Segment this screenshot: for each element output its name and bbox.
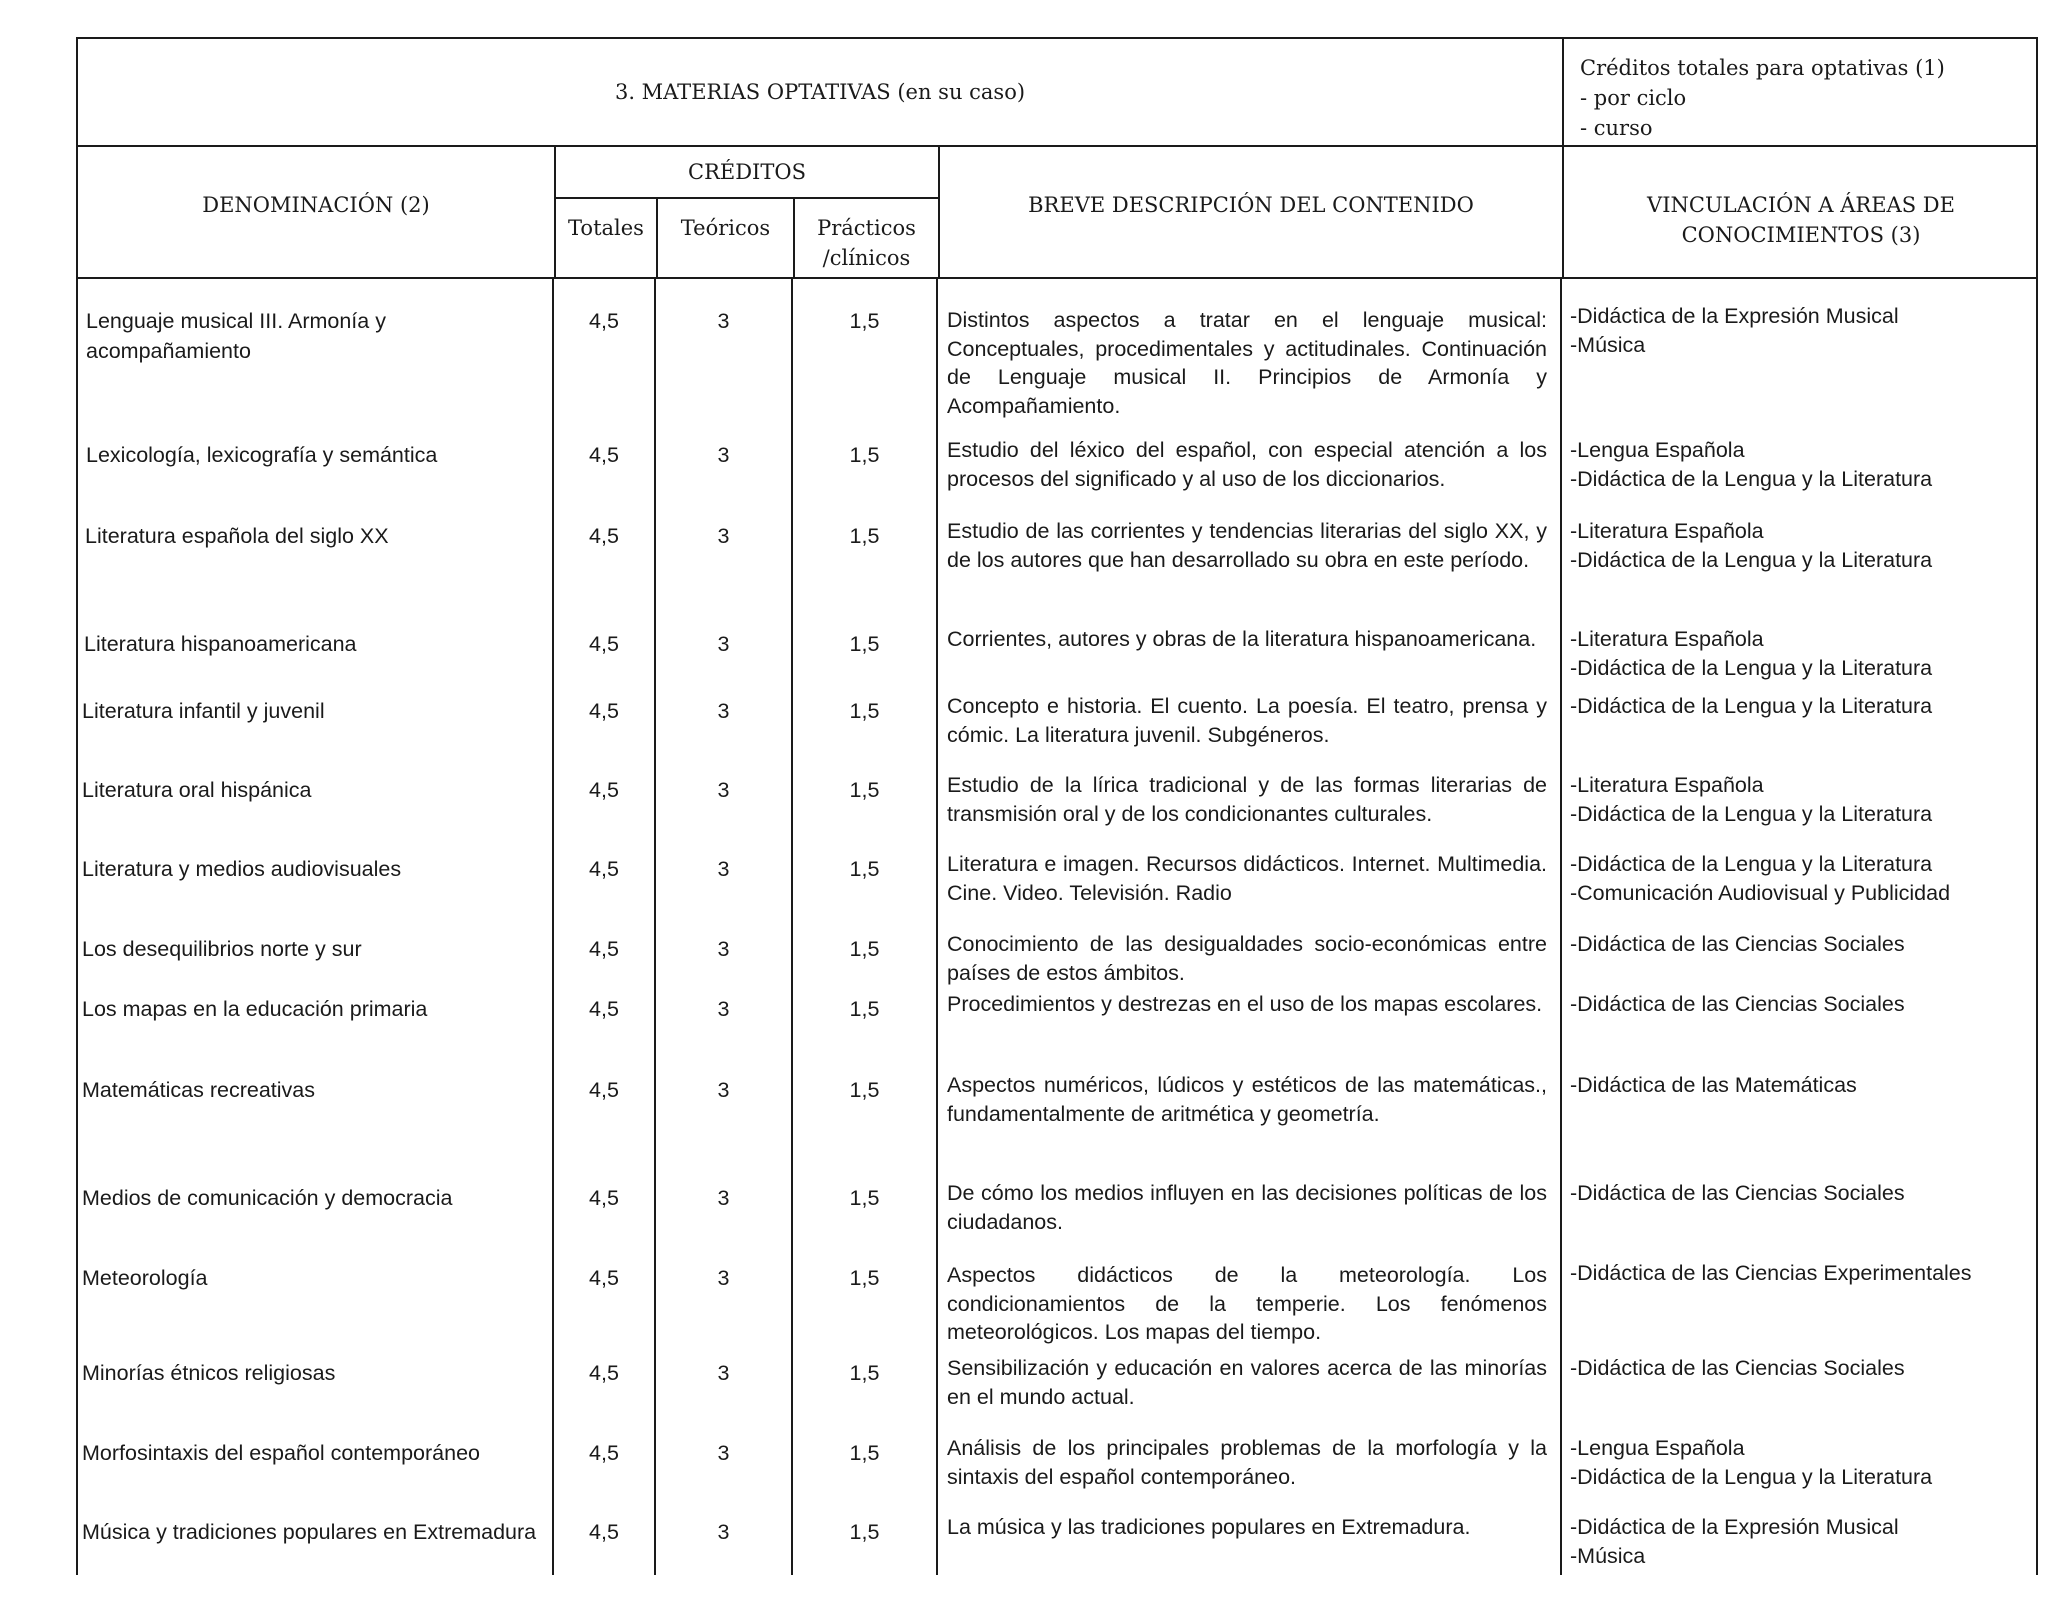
credits-totales: 4,5 <box>589 1078 619 1102</box>
section-header <box>76 37 2038 147</box>
subject-description: Estudio de las corrientes y tendencias literarias del siglo XX, y de los autores que han desarrollado su obra en este período. <box>947 519 1547 572</box>
credits-totales: 4,5 <box>589 443 619 467</box>
credits-practicos: 1,5 <box>849 778 880 802</box>
credits-practicos: 1,5 <box>849 997 880 1021</box>
area-item: -Literatura Española <box>1570 773 1764 797</box>
subject-description: Corrientes, autores y obras de la literatura hispanoamericana. <box>947 627 1537 651</box>
knowledge-areas <box>1570 436 2040 493</box>
col-descripcion: BREVE DESCRIPCIÓN DEL CONTENIDO <box>1028 193 1474 217</box>
subject-name: Literatura española del siglo XX <box>85 524 389 548</box>
subject-description: Estudio del léxico del español, con especial atención a los procesos del significado y al uso de los diccionarios. <box>947 438 1547 491</box>
subject-name: Literatura oral hispánica <box>82 778 312 802</box>
subject-name: Música y tradiciones populares en Extremadura <box>82 1520 537 1544</box>
area-item: -Música <box>1570 332 1646 357</box>
credits-practicos: 1,5 <box>849 524 880 548</box>
section-title: 3. MATERIAS OPTATIVAS (en su caso) <box>614 80 1026 104</box>
credits-teoricos: 3 <box>717 997 730 1021</box>
credits-totales: 4,5 <box>589 778 619 802</box>
subject-name: Lenguaje musical III. Armonía y acompañamiento <box>86 309 386 363</box>
knowledge-areas <box>1570 990 2040 1019</box>
knowledge-areas <box>1570 850 2040 907</box>
credits-teoricos: 3 <box>717 1520 730 1544</box>
credits-teoricos: 3 <box>717 309 730 333</box>
area-item: -Didáctica de las Ciencias Sociales <box>1570 992 1905 1016</box>
subject-name: Literatura hispanoamericana <box>84 632 357 656</box>
credits-teoricos: 3 <box>717 1078 730 1102</box>
area-item: -Didáctica de la Lengua y la Literatura <box>1570 1464 1933 1489</box>
col-denominacion: DENOMINACIÓN (2) <box>202 193 430 217</box>
knowledge-areas <box>1570 1513 2040 1570</box>
area-item: -Didáctica de la Lengua y la Literatura <box>1570 694 1933 718</box>
subject-name: Morfosintaxis del español contemporáneo <box>82 1441 480 1465</box>
subject-name: Literatura infantil y juvenil <box>82 699 325 723</box>
subject-name: Literatura y medios audiovisuales <box>82 857 402 881</box>
knowledge-areas <box>1570 1071 2040 1100</box>
col-practicos-line1: Prácticos <box>817 216 916 240</box>
knowledge-areas <box>1570 1259 2040 1288</box>
section-title-cell <box>77 38 1563 146</box>
area-item: -Literatura Española <box>1570 519 1764 543</box>
subject-description: La música y las tradiciones populares en Extremadura. <box>947 1515 1471 1539</box>
knowledge-areas <box>1570 1179 2040 1208</box>
credits-line: - curso <box>1580 116 1653 140</box>
credits-line: - por ciclo <box>1580 86 1687 110</box>
credits-teoricos: 3 <box>717 857 730 881</box>
subject-name: Medios de comunicación y democracia <box>82 1186 453 1210</box>
credits-practicos: 1,5 <box>849 1441 880 1465</box>
credits-practicos: 1,5 <box>849 1266 880 1290</box>
subject-description: De cómo los medios influyen en las decisiones políticas de los ciudadanos. <box>947 1181 1547 1234</box>
col-vinculacion-line1: VINCULACIÓN A ÁREAS DE <box>1647 193 1955 217</box>
knowledge-areas <box>1570 692 2040 721</box>
knowledge-areas <box>1570 771 2040 828</box>
credits-teoricos: 3 <box>717 632 730 656</box>
area-item: -Lengua Española <box>1570 1436 1745 1460</box>
credits-line: Créditos totales para optativas (1) <box>1580 56 1945 80</box>
credits-teoricos: 3 <box>717 524 730 548</box>
col-creditos: CRÉDITOS <box>688 160 806 184</box>
area-item: -Didáctica de las Ciencias Experimentales <box>1570 1261 1972 1285</box>
subject-description: Aspectos didácticos de la meteorología. Los condicionamientos de la temperie. Los fenómenos meteorológicos. Los mapas del tiempo. <box>947 1263 1547 1344</box>
area-item: -Didáctica de las Ciencias Sociales <box>1570 932 1905 956</box>
credits-practicos: 1,5 <box>849 1520 880 1544</box>
subject-description: Conocimiento de las desigualdades socio-económicas entre países de estos ámbitos. <box>947 932 1547 985</box>
area-item: -Didáctica de la Expresión Musical <box>1570 1515 1899 1539</box>
area-item: -Didáctica de las Ciencias Sociales <box>1570 1356 1905 1380</box>
credits-teoricos: 3 <box>717 1441 730 1465</box>
subject-description: Distintos aspectos a tratar en el lenguaje musical: Conceptuales, procedimentales y actitudinales. Continuación de Lenguaje musical II. Principios de Armonía y Acompañamiento. <box>947 308 1547 418</box>
area-item: -Música <box>1570 1543 1646 1568</box>
knowledge-areas <box>1570 517 2040 574</box>
area-item: -Didáctica de la Lengua y la Literatura <box>1570 547 1933 572</box>
knowledge-areas <box>1570 625 2040 682</box>
credits-practicos: 1,5 <box>849 309 880 333</box>
area-item: -Lengua Española <box>1570 438 1745 462</box>
credits-teoricos: 3 <box>717 1361 730 1385</box>
credits-totales: 4,5 <box>589 937 619 961</box>
credits-totales: 4,5 <box>589 1361 619 1385</box>
subject-name: Lexicología, lexicografía y semántica <box>86 443 438 467</box>
area-item: -Literatura Española <box>1570 627 1764 651</box>
subject-description: Análisis de los principales problemas de la morfología y la sintaxis del español contemporáneo. <box>947 1436 1547 1489</box>
subject-name: Los desequilibrios norte y sur <box>82 937 362 961</box>
subject-name: Meteorología <box>82 1266 208 1290</box>
area-item: -Didáctica de las Matemáticas <box>1570 1073 1857 1097</box>
subject-description: Sensibilización y educación en valores acerca de las minorías en el mundo actual. <box>947 1356 1547 1409</box>
col-practicos <box>795 213 938 273</box>
col-teoricos: Teóricos <box>680 216 771 240</box>
credits-totales: 4,5 <box>589 699 619 723</box>
credits-totales: 4,5 <box>589 309 619 333</box>
credits-totales: 4,5 <box>589 997 619 1021</box>
credits-practicos: 1,5 <box>849 1078 880 1102</box>
area-item: -Didáctica de la Lengua y la Literatura <box>1570 655 1933 680</box>
subject-description: Literatura e imagen. Recursos didácticos. Internet. Multimedia. Cine. Video. Televisión. Radio <box>947 852 1547 905</box>
credits-practicos: 1,5 <box>849 443 880 467</box>
credits-totales: 4,5 <box>589 1441 619 1465</box>
credits-totales: 4,5 <box>589 1266 619 1290</box>
subject-description: Aspectos numéricos, lúdicos y estéticos de las matemáticas., fundamentalmente de aritmética y geometría. <box>947 1073 1547 1126</box>
credits-totales: 4,5 <box>589 524 619 548</box>
area-item: -Comunicación Audiovisual y Publicidad <box>1570 880 1951 905</box>
subject-name: Los mapas en la educación primaria <box>82 997 428 1021</box>
subject-name: Minorías étnicos religiosas <box>82 1361 336 1385</box>
col-vinculacion <box>1564 190 2038 250</box>
area-item: -Didáctica de la Lengua y la Literatura <box>1570 852 1933 876</box>
credits-practicos: 1,5 <box>849 1361 880 1385</box>
knowledge-areas <box>1570 930 2040 959</box>
knowledge-areas <box>1570 302 2040 359</box>
credits-practicos: 1,5 <box>849 1186 880 1210</box>
knowledge-areas <box>1570 1434 2040 1491</box>
table-body <box>76 279 2038 1622</box>
column-headers <box>76 147 2038 279</box>
credits-practicos: 1,5 <box>849 857 880 881</box>
credits-teoricos: 3 <box>717 778 730 802</box>
credits-total-cell <box>1563 38 2037 146</box>
credits-practicos: 1,5 <box>849 699 880 723</box>
credits-totales: 4,5 <box>589 1520 619 1544</box>
credits-teoricos: 3 <box>717 443 730 467</box>
credits-teoricos: 3 <box>717 699 730 723</box>
subject-name: Matemáticas recreativas <box>82 1078 315 1102</box>
credits-practicos: 1,5 <box>849 937 880 961</box>
col-practicos-line2: /clínicos <box>822 246 911 270</box>
area-item: -Didáctica de las Ciencias Sociales <box>1570 1181 1905 1205</box>
area-item: -Didáctica de la Lengua y la Literatura <box>1570 801 1933 826</box>
knowledge-areas <box>1570 1354 2040 1383</box>
credits-totales: 4,5 <box>589 1186 619 1210</box>
subject-description: Concepto e historia. El cuento. La poesía. El teatro, prensa y cómic. La literatura juvenil. Subgéneros. <box>947 694 1547 747</box>
credits-practicos: 1,5 <box>849 632 880 656</box>
area-item: -Didáctica de la Lengua y la Literatura <box>1570 466 1933 491</box>
subject-description: Estudio de la lírica tradicional y de las formas literarias de transmisión oral y de los condicionantes culturales. <box>947 773 1547 826</box>
credits-teoricos: 3 <box>717 1266 730 1290</box>
col-vinculacion-line2: CONOCIMIENTOS (3) <box>1681 223 1921 247</box>
subject-description: Procedimientos y destrezas en el uso de los mapas escolares. <box>947 992 1543 1016</box>
credits-totales: 4,5 <box>589 857 619 881</box>
credits-totales: 4,5 <box>589 632 619 656</box>
credits-teoricos: 3 <box>717 1186 730 1210</box>
area-item: -Didáctica de la Expresión Musical <box>1570 304 1899 328</box>
credits-teoricos: 3 <box>717 937 730 961</box>
col-totales: Totales <box>568 216 644 240</box>
